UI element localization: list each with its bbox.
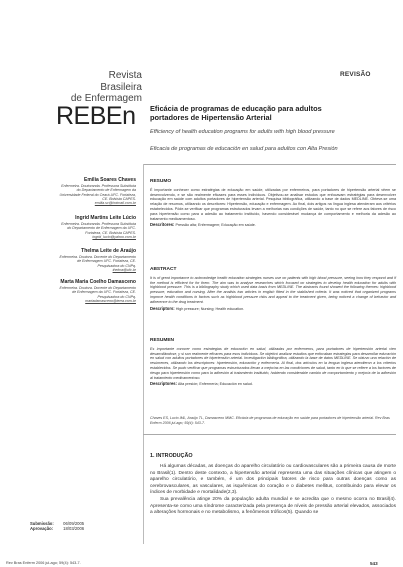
- author-block: [6, 177, 136, 205]
- author-email[interactable]: emilia.sc@hotmail.com.br: [94, 201, 136, 206]
- author-affiliation: de Enfermagem UFC. Fortaleza, CE.: [77, 259, 136, 264]
- journal-logo: REBEn: [56, 102, 136, 130]
- title-spanish: Eficacia de programas de educación en salud para adultos con Alta Presión: [150, 146, 338, 152]
- submitted-date: 06/09/2005: [63, 521, 85, 526]
- approved-label: Aprovação:: [30, 526, 54, 532]
- author-affiliation: Enfermeira. Doutoranda. Professora Substituta: [61, 222, 136, 226]
- keywords-label: Descritores:: [150, 222, 175, 228]
- author-name: Marta Maria Coelho Damasceno: [60, 279, 136, 285]
- abstract-heading: ABSTRACT: [150, 267, 177, 272]
- author-block: [6, 215, 136, 239]
- author-email[interactable]: thelma@ufc.br: [112, 267, 136, 272]
- citation-divider: [143, 434, 396, 435]
- page-number: 543: [370, 561, 378, 566]
- journal-name-line: Brasileira: [100, 81, 142, 93]
- author-affiliation: Pesquisadora do CNPq.: [97, 294, 136, 299]
- author-block: [6, 248, 136, 272]
- approved-row: [30, 526, 140, 531]
- author-affiliation: Enfermeira. Doutora. Docente do Departamento: [59, 255, 136, 259]
- submission-dates: [30, 521, 140, 531]
- abstract-text: É importante conhecer como estratégias de educação em saúde, utilizadas por enfermeiros, para portadores de hipertensão arterial vêem se desenvolvendo, e se são realmente eficazes para esses indivíduos. Objetivou-se analisar estudos que enfocavam estratégias para desenvolver educação em saúde com adultos portadores de hipertensão arterial. Pesquisa bibliográfica, utilizando a base de dados MEDLINE. Obteve-se uma relação de resumos, utilizando os descritores: Hipertensão, educação e enfermagem. Ao final, dois artigos na língua inglesa atenderam aos critérios estabelecidos. Pôde-se verificar que programas estruturados levam a melhorias nas condições de saúde, tanto no que se refere aos fatores de risco para hipertensão como para a adesão ao tratamento instituído, havendo considerável mudança de comportamento e melhoria da adesão ao tratamento medicamentoso.: [150, 187, 396, 221]
- journal-name: [58, 70, 142, 105]
- title-english: Efficiency of health education programs for adults with high blood pressure: [150, 129, 335, 135]
- keywords-text: Alta presión; Enfermería; Educación en salud.: [177, 382, 253, 387]
- author-affiliation: de Enfermagem da UFC. Fortaleza, CE.: [72, 290, 136, 295]
- author-affiliation: Enfermeira. Doutora. Docente do Departamento: [59, 286, 136, 290]
- intro-heading: 1. INTRODUÇÃO: [150, 453, 193, 459]
- author-name: Thelma Leite de Araújo: [81, 248, 136, 254]
- keywords: [150, 382, 396, 387]
- title-portuguese: Eficácia de programas de educação para adultos portadores de Hipertensão Arterial: [150, 104, 322, 122]
- keywords-label: Descriptors:: [150, 305, 175, 311]
- abstract-es: [150, 339, 396, 387]
- keywords-label: Descriptores:: [150, 381, 177, 387]
- author-name: Emilia Soares Chaves: [84, 177, 136, 183]
- author-name: Ingrid Martins Leite Lúcio: [75, 215, 136, 221]
- abstract-text: Es importante conocer como estrategias de educación en salud, utilizadas por enfermeros, para portadores de hipertensión arterial vien desarrollándose, y si son realmente eficaces para esos individuos. Se objetivó analizar estudios que enfocaban estrategias para desarrollar educación en salud con adultos portadores de hipertensión arterial. Investigación bibliográfica, utilizando la base de datos MEDLINE. Se obtuvo una relación de resúmenes, utilizando los descriptores: hipertensión, educación y enfermería. Al final, dos artículos en la lengua inglesa atendieron a los criterios establecidos. Se pudo verificar que programas estructurados llevan a mejorías en las condiciones de salud, tanto en lo que se refiere a los factores de riesgo para hipertensión como para la adhesión al tratamiento instituido, habiendo considerable cambio de comportamiento y mejoría de la adhesión al tratamiento medicamentoso.: [150, 346, 396, 380]
- journal-name-line: Revista: [108, 70, 142, 81]
- author-affiliation: Fortaleza, CE. Bolsista CAPES.: [85, 230, 136, 235]
- keywords-text: Pressão alta; Enfermagem; Educação em saúde.: [175, 223, 256, 228]
- abstract-pt: [150, 180, 396, 228]
- author-affiliation: Pesquisadora do CNPq.: [97, 263, 136, 268]
- footer-citation: Rev Bras Enferm 2006 jul-ago; 59(4): 543-7.: [6, 561, 81, 565]
- section-label: REVISÃO: [340, 71, 371, 78]
- abstract-heading: RESUMEN: [150, 338, 174, 343]
- column-divider: [143, 164, 144, 544]
- keywords: [150, 307, 396, 312]
- author-affiliation: CE. Bolsista CAPES.: [102, 196, 136, 201]
- submitted-label: Submissão:: [30, 521, 54, 526]
- author-affiliation: Enfermeira. Doutoranda. Professora Substituta: [61, 184, 136, 188]
- approved-date: 18/03/2006: [63, 526, 85, 532]
- intro-body: [150, 464, 396, 517]
- author-email[interactable]: martadamasceno@terra.com.br: [85, 298, 136, 303]
- author-affiliation: do Departamento de Enfermagem da UFC.: [67, 226, 136, 231]
- citation: Chaves ES, Lucio IML, Araújo TL, Damasceno MMC. Eficácia de programas de educação em saúde para portadores de hipertensão arterial. Rev Bras Enferm 2006 jul-ago; 59(4): 543-7.: [150, 416, 390, 425]
- keywords: [150, 223, 396, 228]
- intro-paragraph: Há algumas décadas, as doenças do aparelho circulatório ou cardiovasculares são a primeira causa de morte no Brasil(1). Dentro deste contexto, a hipertensão arterial representa uma das situações clínicas que atingem o aparelho circulatório, e também, é um dos principais fatores de risco para outras doenças como as cerebrovasculares, as vasculares, as isquêmicas do coração e o diabetes mellitus, contribuindo para elevar os índices de morbidade e mortalidade(2,3).: [150, 464, 396, 496]
- intro-paragraph: Sua prevalência atinge 20% da população adulta mundial e se acredita que o mesmo ocorra no Brasil(4). Apresenta-se como uma síndrome caracterizada pela presença de níveis de pressão arterial elevados, associados a alterações hormonais e no metabolismo, a fenômenos tróficos(5). Quando se: [150, 496, 396, 516]
- journal-name-line: de Enfermagem: [70, 93, 142, 104]
- keywords-text: High pressure; Nursing; Health education.: [175, 306, 245, 311]
- header-divider: [143, 164, 396, 165]
- abstract-text: It is of great importance to acknowledge health education strategies nurses use on patients with high blood pressure, seeing how they respond and if the method is efficient for for them. The aim was to analyse researches which focused on strategies to develop health education for adults with highblood pressure. This is a bibliography study which used data basis from MEDLINE. The abstracts found showed the following themes: highblood pressure, education and nursing. After the analisis two articles in english fitted in the stablished criteria. It was noticed that organized programs improve health conditions in factors such as highblood pressure risks and appeal to the treatment given, being noticed a change of behavior and adherence to the drug treatment.: [150, 275, 396, 304]
- abstract-en: [150, 268, 396, 311]
- author-email[interactable]: ingrid_lucio@yahoo.com.br: [92, 234, 136, 239]
- abstract-heading: RESUMO: [150, 179, 172, 184]
- author-block: [6, 279, 136, 303]
- author-affiliation: do Departamento de Enfermagem da: [76, 188, 136, 193]
- author-affiliation: Universidade Federal do Ceará-UFC. Fortaleza,: [59, 192, 136, 197]
